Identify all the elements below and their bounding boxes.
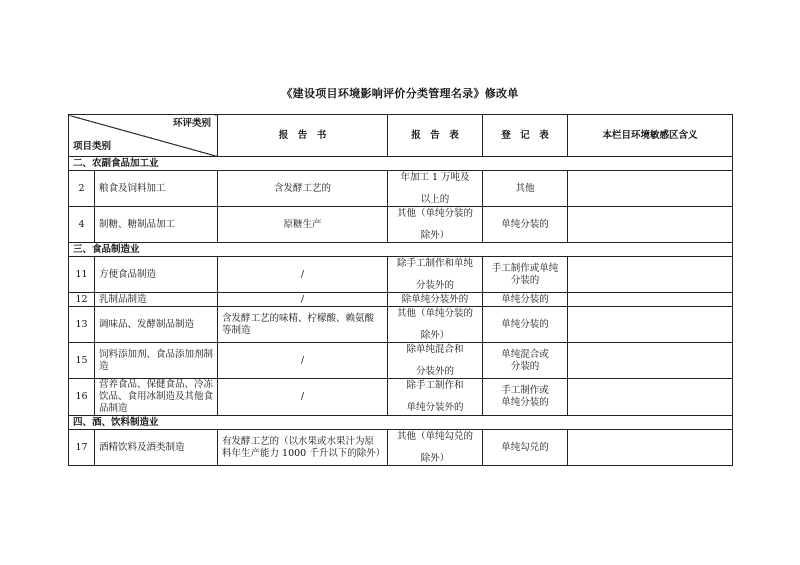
report-form-criteria xyxy=(388,307,483,343)
sensitive-area-note xyxy=(568,430,733,466)
report-form-criteria xyxy=(388,207,483,243)
table-row xyxy=(69,379,733,416)
report-book-criteria: 原糖生产 xyxy=(218,207,388,243)
report-form-criteria xyxy=(388,343,483,379)
register-form-criteria: 单纯分装的 xyxy=(483,293,568,307)
report-form-criteria xyxy=(388,171,483,207)
sensitive-area-note xyxy=(568,293,733,307)
report-form-criteria xyxy=(388,430,483,466)
table-row xyxy=(69,171,733,207)
project-name: 调味品、发酵制品制造 xyxy=(95,307,218,343)
sensitive-area-note xyxy=(568,379,733,416)
document-title: 《建设项目环境影响评价分类管理名录》修改单 xyxy=(281,87,519,100)
header-sensitive-area: 本栏目环境敏感区含义 xyxy=(568,115,733,157)
header-report-form: 报 告 表 xyxy=(388,115,483,157)
report-form-line: 以上的 xyxy=(420,193,450,205)
register-form-criteria: 单纯混合或 分装的 xyxy=(483,343,568,379)
row-number: 11 xyxy=(69,257,95,293)
register-form-criteria: 手工制作或 单纯分装的 xyxy=(483,379,568,416)
register-form-criteria: 单纯勾兑的 xyxy=(483,430,568,466)
report-form-line: 单纯分装外的 xyxy=(406,402,464,413)
report-form-line: 除外） xyxy=(420,329,450,341)
diagonal-header-cell xyxy=(69,115,218,157)
report-form-line: 分装外的 xyxy=(415,279,454,291)
register-form-criteria: 手工制作或单纯 分装的 xyxy=(483,257,568,293)
row-number: 12 xyxy=(69,293,95,307)
table-row xyxy=(69,207,733,243)
sensitive-area-note xyxy=(568,207,733,243)
header-report-book: 报 告 书 xyxy=(218,115,388,157)
project-name: 饲料添加剂、食品添加剂制造 xyxy=(95,343,218,379)
sensitive-area-note xyxy=(568,257,733,293)
report-form-line: 其他（单纯勾兑的 xyxy=(396,430,473,442)
project-name: 乳制品制造 xyxy=(95,293,218,307)
section-title: 三、食品制造业 xyxy=(69,243,733,257)
table-row xyxy=(69,343,733,379)
table-row xyxy=(69,257,733,293)
section-title: 四、酒、饮料制造业 xyxy=(69,416,733,430)
report-book-criteria: / xyxy=(218,343,388,379)
report-form-line: 除单纯分装外的 xyxy=(401,293,469,305)
project-name: 方便食品制造 xyxy=(95,257,218,293)
report-book-criteria: / xyxy=(218,379,388,416)
table-row xyxy=(69,293,733,307)
project-name: 营养食品、保健食品、冷冻饮品、食用冰制造及其他食品制造 xyxy=(95,379,218,416)
row-number: 16 xyxy=(69,379,95,416)
row-number: 4 xyxy=(69,207,95,243)
project-name: 制糖、糖制品加工 xyxy=(95,207,218,243)
report-form-line: 其他（单纯分装的 xyxy=(396,207,473,219)
row-number: 17 xyxy=(69,430,95,466)
classification-table xyxy=(68,114,733,466)
report-book-criteria: 含发酵工艺的味精、柠檬酸、赖氨酸等制造 xyxy=(218,307,388,343)
project-name: 粮食及饲料加工 xyxy=(95,171,218,207)
sensitive-area-note xyxy=(568,307,733,343)
header-project-label: 项目类别 xyxy=(73,141,112,152)
header-register-form: 登 记 表 xyxy=(483,115,568,157)
report-form-line: 分装外的 xyxy=(415,365,454,377)
sensitive-area-note xyxy=(568,171,733,207)
report-form-line: 除手工制作和 xyxy=(406,380,464,391)
row-number: 2 xyxy=(69,171,95,207)
sensitive-area-note xyxy=(568,343,733,379)
row-number: 13 xyxy=(69,307,95,343)
report-book-criteria: / xyxy=(218,257,388,293)
report-book-criteria: / xyxy=(218,293,388,307)
report-form-criteria xyxy=(388,293,483,307)
section-row xyxy=(69,157,733,171)
section-row xyxy=(69,243,733,257)
report-form-line: 其他（单纯分装的 xyxy=(396,307,473,319)
table-row xyxy=(69,307,733,343)
report-form-criteria xyxy=(388,379,483,416)
report-form-line: 除外） xyxy=(420,229,450,241)
report-form-line: 除外） xyxy=(420,452,450,464)
report-form-criteria xyxy=(388,257,483,293)
report-form-line: 除单纯混合和 xyxy=(406,343,464,355)
register-form-criteria: 单纯分装的 xyxy=(483,307,568,343)
report-book-criteria: 有发酵工艺的（以水果或水果汁为原料年生产能力 1000 千升以下的除外） xyxy=(218,430,388,466)
report-form-line: 除手工制作和单纯 xyxy=(396,257,473,269)
section-row xyxy=(69,416,733,430)
register-form-criteria: 单纯分装的 xyxy=(483,207,568,243)
report-form-line: 年加工 1 万吨及 xyxy=(400,171,470,183)
report-book-criteria: 含发酵工艺的 xyxy=(218,171,388,207)
table-row xyxy=(69,430,733,466)
header-row xyxy=(69,115,733,157)
section-title: 二、农副食品加工业 xyxy=(69,157,733,171)
header-category-label: 环评类别 xyxy=(172,118,211,129)
project-name: 酒精饮料及酒类制造 xyxy=(95,430,218,466)
row-number: 15 xyxy=(69,343,95,379)
register-form-criteria: 其他 xyxy=(483,171,568,207)
